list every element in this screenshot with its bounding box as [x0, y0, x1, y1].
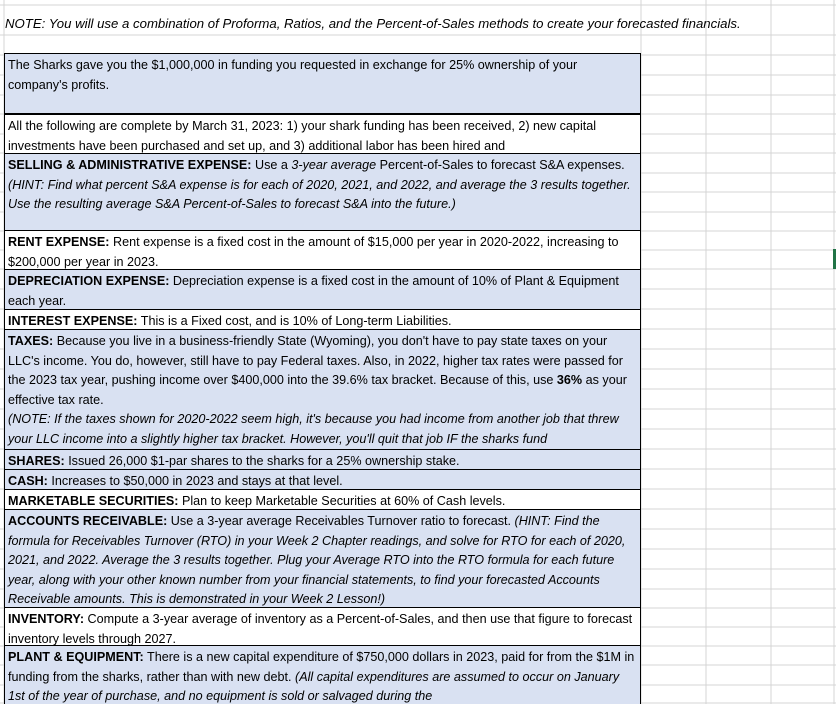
cell-interest-expense[interactable] [4, 309, 641, 330]
sa-hint: (HINT: Find what percent S&A expense is for each of 2020, 2021, and 2022, and average the 3 results together. Use the resulting average S&A Percent-of-Sales to forecast S&A into the future.) [8, 177, 631, 211]
cell-sa-expense[interactable] [4, 153, 641, 231]
cell-complete[interactable] [4, 114, 641, 154]
shares-text: Issued 26,000 $1-par shares to the sharks for a 25% ownership stake. [68, 454, 460, 468]
cell-plant-equipment[interactable] [4, 645, 641, 704]
depreciation-text: Depreciation expense is a fixed cost in the amount of 10% of Plant & Equipment each year. [8, 274, 619, 308]
inventory-label: INVENTORY: [8, 612, 85, 626]
cell-depreciation-expense[interactable] [4, 269, 641, 310]
rent-label: RENT EXPENSE: [8, 235, 110, 249]
rent-text: Rent expense is a fixed cost in the amount of $15,000 per year in 2020-2022, increasing to $200,000 per year in 2023. [8, 235, 619, 269]
cell-accounts-receivable[interactable] [4, 509, 641, 608]
cell-inventory[interactable] [4, 607, 641, 646]
receivables-label: ACCOUNTS RECEIVABLE: [8, 514, 168, 528]
taxes-text-2: as your effective tax rate. [8, 373, 627, 407]
interest-label: INTEREST EXPENSE: [8, 314, 138, 328]
plant-text: There is a new capital expenditure of $750,000 dollars in 2023, paid for from the $1M in funding from the sharks, rather than with new debt. [8, 650, 635, 684]
inventory-text: Compute a 3-year average of inventory as a Percent-of-Sales, and then use that figure to forecast inventory levels through 2027. [8, 612, 633, 646]
receivables-hint: (HINT: Find the formula for Receivables Turnover (RTO) in your Week 2 Chapter readings, and solve for RTO for each of 2020, 2021, and 2022. Average the 3 results together. Plug your Average RTO into the RTO formula for each future year, along with your other known number from your financial statements, to find your forecasted Accounts Receivable amounts. This is demonstrated in your Week 2 Lesson!) [8, 514, 626, 606]
cell-rent-expense[interactable] [4, 230, 641, 270]
marketable-label: MARKETABLE SECURITIES: [8, 494, 179, 508]
plant-label: PLANT & EQUIPMENT: [8, 650, 144, 664]
sa-text-1: Use a [255, 158, 288, 172]
taxes-text-1: Because you live in a business-friendly State (Wyoming), you don't have to pay state taxes on your LLC's income. You do, however, still have to pay Federal taxes. Also, in 2022, higher tax rates were passed for the 2023 tax year, pushing income over $400,000 into the 39.6% tax bracket. Because of this, use [8, 334, 623, 387]
marketable-text: Plan to keep Marketable Securities at 60% of Cash levels. [181, 494, 506, 508]
cell-cash[interactable] [4, 469, 641, 490]
taxes-label: TAXES: [8, 334, 54, 348]
depreciation-label: DEPRECIATION EXPENSE: [8, 274, 170, 288]
funding-text: The Sharks gave you the $1,000,000 in funding you requested in exchange for 25% ownership of your company's profits. [8, 58, 578, 92]
taxes-note: (NOTE: If the taxes shown for 2020-2022 seem high, it's because you had income from another job that threw your LLC income into a slightly higher tax bracket. However, you'll quit that job IF the sharks fund [8, 412, 619, 446]
plant-note: (All capital expenditures are assumed to occur on January 1st of the year of purchase, and no equipment is sold or salvaged during the [8, 669, 620, 703]
receivables-text: Use a 3-year average Receivables Turnover ratio to forecast. [170, 514, 511, 528]
taxes-rate: 36% [556, 373, 583, 387]
cell-marketable-securities[interactable] [4, 489, 641, 510]
sa-emph: 3-year average [291, 158, 377, 172]
cell-taxes[interactable] [4, 329, 641, 450]
complete-text: All the following are complete by March 31, 2023: 1) your shark funding has been received, 2) new capital investments have been purchased and set up, and 3) additional labor has been hired and [8, 119, 597, 153]
shares-label: SHARES: [8, 454, 65, 468]
cash-label: CASH: [8, 474, 48, 488]
note-heading: NOTE: You will use a combination of Proforma, Ratios, and the Percent-of-Sales methods to create your forecasted financials. [5, 16, 741, 31]
sa-text-2: Percent-of-Sales to forecast S&A expenses. [379, 158, 625, 172]
cash-text: Increases to $50,000 in 2023 and stays at that level. [51, 474, 343, 488]
cell-funding[interactable] [4, 53, 641, 114]
sa-label: SELLING & ADMINISTRATIVE EXPENSE: [8, 158, 252, 172]
cell-shares[interactable] [4, 449, 641, 470]
interest-text: This is a Fixed cost, and is 10% of Long-term Liabilities. [140, 314, 452, 328]
